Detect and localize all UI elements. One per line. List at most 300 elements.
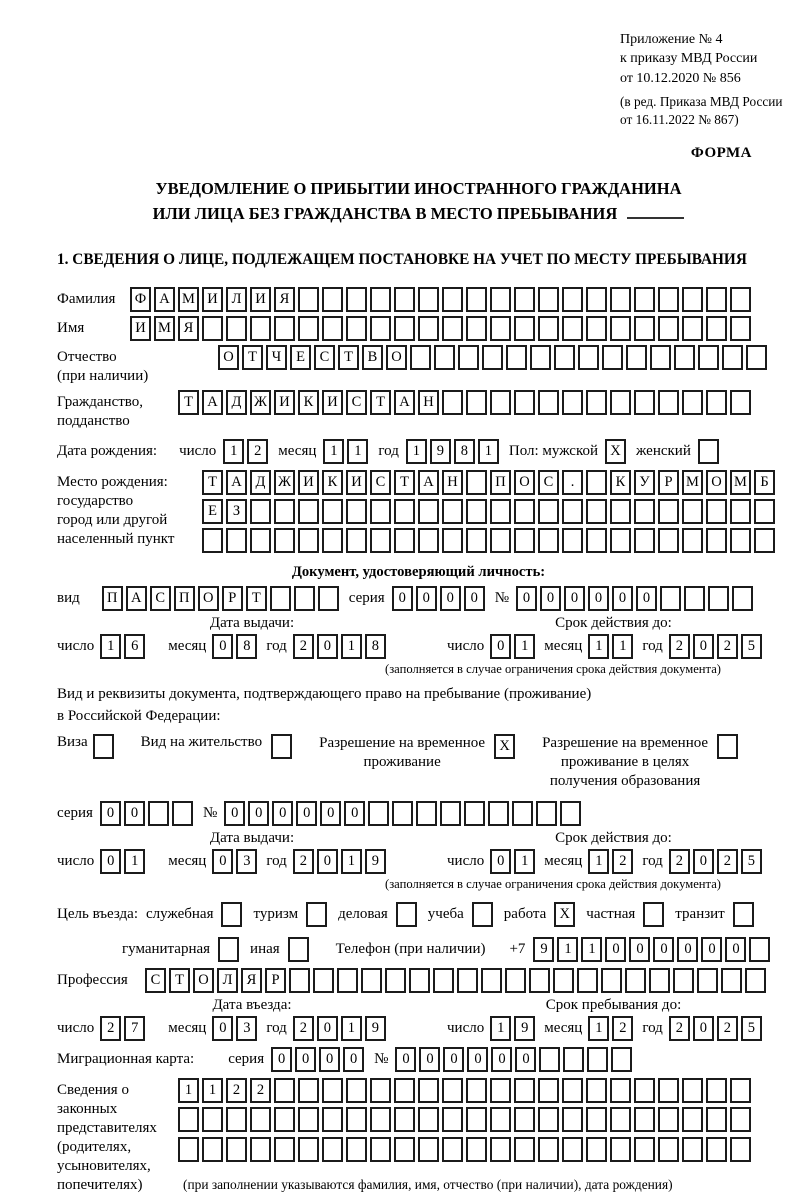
char-box[interactable] — [442, 1137, 463, 1162]
char-box[interactable]: 0 — [516, 586, 537, 611]
char-box[interactable] — [322, 1078, 343, 1103]
resdoc-valid-year-boxes[interactable] — [669, 849, 765, 874]
resdoc-valid-month-boxes[interactable] — [588, 849, 636, 874]
char-box[interactable] — [562, 316, 583, 341]
char-box[interactable] — [563, 1047, 584, 1072]
char-box[interactable]: 0 — [419, 1047, 440, 1072]
iddoc-kind-boxes[interactable] — [102, 586, 342, 611]
iddoc-issue-month-boxes[interactable] — [212, 634, 260, 659]
char-box[interactable] — [346, 1107, 367, 1132]
char-box[interactable] — [289, 968, 310, 993]
char-box[interactable]: А — [394, 390, 415, 415]
char-box[interactable]: 0 — [491, 1047, 512, 1072]
char-box[interactable] — [490, 1078, 511, 1103]
purpose-other-checkbox[interactable] — [288, 937, 312, 962]
char-box[interactable]: Д — [226, 390, 247, 415]
surname-boxes[interactable] — [130, 287, 754, 312]
purpose-private-checkbox[interactable] — [643, 902, 667, 927]
char-box[interactable] — [538, 287, 559, 312]
char-box[interactable] — [271, 734, 292, 759]
char-box[interactable] — [586, 1078, 607, 1103]
char-box[interactable] — [538, 390, 559, 415]
char-box[interactable]: П — [490, 470, 511, 495]
char-box[interactable]: 2 — [669, 634, 690, 659]
char-box[interactable]: 5 — [741, 1016, 762, 1041]
char-box[interactable] — [610, 1078, 631, 1103]
char-box[interactable]: 1 — [178, 1078, 199, 1103]
char-box[interactable] — [270, 586, 291, 611]
char-box[interactable] — [178, 1137, 199, 1162]
char-box[interactable]: 0 — [693, 1016, 714, 1041]
sex-female-checkbox[interactable] — [698, 439, 722, 464]
char-box[interactable]: О — [218, 345, 239, 370]
char-box[interactable] — [682, 316, 703, 341]
char-box[interactable] — [322, 528, 343, 553]
char-box[interactable] — [530, 345, 551, 370]
char-box[interactable] — [322, 1137, 343, 1162]
char-box[interactable] — [394, 1107, 415, 1132]
char-box[interactable]: Т — [169, 968, 190, 993]
char-box[interactable]: 3 — [236, 849, 257, 874]
char-box[interactable] — [634, 390, 655, 415]
char-box[interactable] — [658, 316, 679, 341]
char-box[interactable] — [298, 1107, 319, 1132]
char-box[interactable] — [634, 528, 655, 553]
char-box[interactable]: 0 — [343, 1047, 364, 1072]
char-box[interactable] — [368, 801, 389, 826]
char-box[interactable] — [610, 1107, 631, 1132]
char-box[interactable]: 8 — [236, 634, 257, 659]
char-box[interactable] — [346, 499, 367, 524]
birthplace-boxes-row3[interactable] — [202, 528, 778, 553]
char-box[interactable] — [514, 316, 535, 341]
profession-boxes[interactable] — [145, 968, 769, 993]
char-box[interactable]: А — [202, 390, 223, 415]
char-box[interactable]: Н — [418, 390, 439, 415]
char-box[interactable] — [148, 801, 169, 826]
char-box[interactable]: Л — [226, 287, 247, 312]
char-box[interactable] — [658, 287, 679, 312]
char-box[interactable] — [730, 1107, 751, 1132]
char-box[interactable] — [706, 316, 727, 341]
phone-digit-boxes[interactable] — [533, 937, 773, 962]
char-box[interactable]: К — [322, 470, 343, 495]
char-box[interactable]: 0 — [443, 1047, 464, 1072]
char-box[interactable] — [674, 345, 695, 370]
char-box[interactable] — [385, 968, 406, 993]
char-box[interactable] — [418, 499, 439, 524]
char-box[interactable]: X — [605, 439, 626, 464]
char-box[interactable] — [274, 528, 295, 553]
temp-residence-edu-checkbox[interactable] — [717, 734, 741, 759]
birth-month-boxes[interactable] — [323, 439, 371, 464]
char-box[interactable] — [562, 1107, 583, 1132]
char-box[interactable]: Т — [370, 390, 391, 415]
char-box[interactable]: Е — [290, 345, 311, 370]
char-box[interactable] — [514, 390, 535, 415]
char-box[interactable]: 1 — [581, 937, 602, 962]
char-box[interactable] — [481, 968, 502, 993]
char-box[interactable] — [658, 1078, 679, 1103]
char-box[interactable]: 9 — [514, 1016, 535, 1041]
char-box[interactable]: 0 — [344, 801, 365, 826]
char-box[interactable] — [346, 1137, 367, 1162]
char-box[interactable]: З — [226, 499, 247, 524]
char-box[interactable] — [490, 390, 511, 415]
char-box[interactable]: О — [198, 586, 219, 611]
char-box[interactable]: 6 — [124, 634, 145, 659]
char-box[interactable] — [586, 316, 607, 341]
char-box[interactable] — [337, 968, 358, 993]
char-box[interactable]: А — [226, 470, 247, 495]
char-box[interactable]: 1 — [514, 634, 535, 659]
char-box[interactable]: 1 — [323, 439, 344, 464]
char-box[interactable] — [754, 499, 775, 524]
purpose-tourism-checkbox[interactable] — [306, 902, 330, 927]
char-box[interactable] — [684, 586, 705, 611]
char-box[interactable] — [658, 528, 679, 553]
char-box[interactable] — [298, 499, 319, 524]
char-box[interactable] — [370, 1078, 391, 1103]
resdoc-issue-month-boxes[interactable] — [212, 849, 260, 874]
char-box[interactable]: 0 — [248, 801, 269, 826]
birthplace-boxes-row2[interactable] — [202, 499, 778, 524]
char-box[interactable] — [418, 528, 439, 553]
char-box[interactable] — [610, 528, 631, 553]
char-box[interactable]: О — [706, 470, 727, 495]
char-box[interactable] — [322, 316, 343, 341]
entry-day-boxes[interactable] — [100, 1016, 148, 1041]
patronymic-boxes[interactable] — [218, 345, 770, 370]
char-box[interactable] — [418, 1078, 439, 1103]
char-box[interactable] — [250, 528, 271, 553]
char-box[interactable] — [538, 1137, 559, 1162]
char-box[interactable]: 0 — [588, 586, 609, 611]
char-box[interactable]: X — [494, 734, 515, 759]
char-box[interactable] — [643, 902, 664, 927]
char-box[interactable] — [370, 1137, 391, 1162]
purpose-study-checkbox[interactable] — [472, 902, 496, 927]
char-box[interactable] — [410, 345, 431, 370]
char-box[interactable] — [749, 937, 770, 962]
char-box[interactable]: 1 — [478, 439, 499, 464]
char-box[interactable] — [514, 499, 535, 524]
char-box[interactable] — [250, 316, 271, 341]
char-box[interactable] — [472, 902, 493, 927]
char-box[interactable]: О — [386, 345, 407, 370]
iddoc-valid-day-boxes[interactable] — [490, 634, 538, 659]
char-box[interactable]: 0 — [395, 1047, 416, 1072]
char-box[interactable] — [698, 345, 719, 370]
char-box[interactable]: И — [322, 390, 343, 415]
char-box[interactable]: Р — [265, 968, 286, 993]
char-box[interactable] — [730, 499, 751, 524]
purpose-work-checkbox[interactable] — [554, 902, 578, 927]
char-box[interactable]: 2 — [250, 1078, 271, 1103]
char-box[interactable] — [650, 345, 671, 370]
char-box[interactable] — [250, 1137, 271, 1162]
char-box[interactable]: Р — [222, 586, 243, 611]
char-box[interactable] — [587, 1047, 608, 1072]
char-box[interactable] — [490, 499, 511, 524]
char-box[interactable] — [442, 287, 463, 312]
char-box[interactable] — [440, 801, 461, 826]
char-box[interactable]: 2 — [247, 439, 268, 464]
char-box[interactable] — [626, 345, 647, 370]
stay-day-boxes[interactable] — [490, 1016, 538, 1041]
char-box[interactable] — [634, 1078, 655, 1103]
char-box[interactable]: С — [314, 345, 335, 370]
char-box[interactable] — [418, 316, 439, 341]
char-box[interactable]: 0 — [693, 849, 714, 874]
char-box[interactable]: Т — [394, 470, 415, 495]
iddoc-issue-year-boxes[interactable] — [293, 634, 389, 659]
char-box[interactable]: 0 — [319, 1047, 340, 1072]
char-box[interactable] — [730, 528, 751, 553]
char-box[interactable] — [482, 345, 503, 370]
char-box[interactable]: С — [145, 968, 166, 993]
char-box[interactable] — [697, 968, 718, 993]
char-box[interactable] — [538, 1078, 559, 1103]
char-box[interactable] — [298, 528, 319, 553]
char-box[interactable]: 1 — [124, 849, 145, 874]
char-box[interactable] — [730, 390, 751, 415]
char-box[interactable]: 0 — [467, 1047, 488, 1072]
char-box[interactable] — [394, 1137, 415, 1162]
char-box[interactable]: 0 — [605, 937, 626, 962]
char-box[interactable]: М — [682, 470, 703, 495]
purpose-humanitarian-checkbox[interactable] — [218, 937, 242, 962]
char-box[interactable]: 0 — [392, 586, 413, 611]
char-box[interactable]: 0 — [629, 937, 650, 962]
char-box[interactable]: 1 — [223, 439, 244, 464]
char-box[interactable] — [625, 968, 646, 993]
char-box[interactable] — [306, 902, 327, 927]
char-box[interactable]: 7 — [124, 1016, 145, 1041]
char-box[interactable]: Д — [250, 470, 271, 495]
char-box[interactable]: 0 — [295, 1047, 316, 1072]
char-box[interactable]: 1 — [588, 849, 609, 874]
char-box[interactable] — [745, 968, 766, 993]
iddoc-valid-year-boxes[interactable] — [669, 634, 765, 659]
char-box[interactable]: 0 — [317, 1016, 338, 1041]
char-box[interactable] — [298, 1078, 319, 1103]
char-box[interactable]: И — [346, 470, 367, 495]
char-box[interactable]: 2 — [226, 1078, 247, 1103]
char-box[interactable]: 8 — [454, 439, 475, 464]
char-box[interactable] — [394, 528, 415, 553]
char-box[interactable] — [708, 586, 729, 611]
char-box[interactable]: 0 — [725, 937, 746, 962]
stay-year-boxes[interactable] — [669, 1016, 765, 1041]
char-box[interactable]: Ж — [274, 470, 295, 495]
char-box[interactable]: 1 — [341, 849, 362, 874]
char-box[interactable] — [409, 968, 430, 993]
char-box[interactable]: Ж — [250, 390, 271, 415]
char-box[interactable] — [610, 287, 631, 312]
char-box[interactable]: Е — [202, 499, 223, 524]
char-box[interactable]: 0 — [320, 801, 341, 826]
char-box[interactable]: 1 — [588, 634, 609, 659]
char-box[interactable] — [512, 801, 533, 826]
char-box[interactable] — [466, 1137, 487, 1162]
char-box[interactable]: Я — [178, 316, 199, 341]
char-box[interactable]: 2 — [293, 1016, 314, 1041]
char-box[interactable] — [514, 1137, 535, 1162]
iddoc-number-boxes[interactable] — [516, 586, 756, 611]
char-box[interactable] — [250, 1107, 271, 1132]
char-box[interactable]: 0 — [212, 1016, 233, 1041]
char-box[interactable]: С — [538, 470, 559, 495]
char-box[interactable] — [578, 345, 599, 370]
char-box[interactable] — [562, 390, 583, 415]
char-box[interactable] — [733, 902, 754, 927]
char-box[interactable] — [586, 1107, 607, 1132]
char-box[interactable]: 1 — [612, 634, 633, 659]
char-box[interactable] — [754, 528, 775, 553]
char-box[interactable]: Р — [658, 470, 679, 495]
char-box[interactable]: 0 — [701, 937, 722, 962]
char-box[interactable]: М — [154, 316, 175, 341]
char-box[interactable]: Я — [241, 968, 262, 993]
char-box[interactable] — [682, 1137, 703, 1162]
char-box[interactable] — [634, 1107, 655, 1132]
char-box[interactable] — [562, 1078, 583, 1103]
char-box[interactable]: Б — [754, 470, 775, 495]
char-box[interactable] — [706, 499, 727, 524]
char-box[interactable]: 1 — [341, 1016, 362, 1041]
resdoc-series-boxes[interactable] — [100, 801, 196, 826]
char-box[interactable] — [577, 968, 598, 993]
char-box[interactable] — [442, 390, 463, 415]
char-box[interactable] — [634, 499, 655, 524]
char-box[interactable]: 0 — [464, 586, 485, 611]
char-box[interactable] — [418, 1137, 439, 1162]
char-box[interactable]: 3 — [236, 1016, 257, 1041]
char-box[interactable] — [553, 968, 574, 993]
char-box[interactable] — [370, 316, 391, 341]
char-box[interactable] — [202, 1107, 223, 1132]
char-box[interactable] — [418, 287, 439, 312]
char-box[interactable] — [538, 499, 559, 524]
guardians-boxes-row1[interactable] — [178, 1078, 754, 1103]
char-box[interactable] — [442, 528, 463, 553]
char-box[interactable] — [346, 528, 367, 553]
char-box[interactable]: 5 — [741, 634, 762, 659]
char-box[interactable] — [514, 1078, 535, 1103]
char-box[interactable] — [394, 316, 415, 341]
char-box[interactable] — [673, 968, 694, 993]
char-box[interactable]: С — [346, 390, 367, 415]
char-box[interactable] — [274, 1078, 295, 1103]
char-box[interactable] — [457, 968, 478, 993]
char-box[interactable]: 9 — [365, 849, 386, 874]
char-box[interactable] — [562, 528, 583, 553]
char-box[interactable] — [658, 499, 679, 524]
char-box[interactable] — [313, 968, 334, 993]
char-box[interactable] — [370, 499, 391, 524]
char-box[interactable] — [218, 937, 239, 962]
char-box[interactable] — [746, 345, 767, 370]
char-box[interactable] — [298, 1137, 319, 1162]
char-box[interactable] — [730, 1137, 751, 1162]
char-box[interactable] — [706, 1137, 727, 1162]
char-box[interactable] — [601, 968, 622, 993]
char-box[interactable] — [322, 1107, 343, 1132]
char-box[interactable]: Т — [242, 345, 263, 370]
char-box[interactable] — [392, 801, 413, 826]
char-box[interactable] — [361, 968, 382, 993]
char-box[interactable] — [634, 1137, 655, 1162]
char-box[interactable] — [274, 499, 295, 524]
char-box[interactable] — [610, 1137, 631, 1162]
iddoc-series-boxes[interactable] — [392, 586, 488, 611]
birth-day-boxes[interactable] — [223, 439, 271, 464]
char-box[interactable] — [226, 316, 247, 341]
temp-residence-checkbox[interactable] — [494, 734, 518, 759]
char-box[interactable] — [346, 1078, 367, 1103]
char-box[interactable]: 2 — [669, 849, 690, 874]
char-box[interactable]: А — [126, 586, 147, 611]
char-box[interactable] — [682, 1078, 703, 1103]
char-box[interactable]: М — [730, 470, 751, 495]
char-box[interactable] — [634, 316, 655, 341]
char-box[interactable]: 0 — [212, 849, 233, 874]
iddoc-issue-day-boxes[interactable] — [100, 634, 148, 659]
char-box[interactable]: 1 — [202, 1078, 223, 1103]
char-box[interactable]: 0 — [317, 849, 338, 874]
char-box[interactable] — [706, 1107, 727, 1132]
firstname-boxes[interactable] — [130, 316, 754, 341]
char-box[interactable] — [394, 499, 415, 524]
char-box[interactable] — [649, 968, 670, 993]
char-box[interactable]: Ф — [130, 287, 151, 312]
purpose-business-checkbox[interactable] — [396, 902, 420, 927]
char-box[interactable]: 0 — [100, 801, 121, 826]
char-box[interactable] — [490, 1107, 511, 1132]
char-box[interactable] — [611, 1047, 632, 1072]
char-box[interactable]: 2 — [669, 1016, 690, 1041]
char-box[interactable]: Я — [274, 287, 295, 312]
char-box[interactable] — [202, 316, 223, 341]
char-box[interactable] — [490, 316, 511, 341]
char-box[interactable] — [730, 316, 751, 341]
char-box[interactable] — [178, 1107, 199, 1132]
char-box[interactable]: 2 — [717, 634, 738, 659]
char-box[interactable] — [506, 345, 527, 370]
char-box[interactable] — [698, 439, 719, 464]
char-box[interactable] — [538, 1107, 559, 1132]
char-box[interactable]: 0 — [317, 634, 338, 659]
char-box[interactable]: 0 — [540, 586, 561, 611]
char-box[interactable] — [610, 390, 631, 415]
char-box[interactable]: 0 — [124, 801, 145, 826]
char-box[interactable] — [226, 1107, 247, 1132]
char-box[interactable]: . — [562, 470, 583, 495]
char-box[interactable]: 0 — [653, 937, 674, 962]
char-box[interactable] — [442, 1107, 463, 1132]
char-box[interactable] — [562, 499, 583, 524]
char-box[interactable]: Ч — [266, 345, 287, 370]
char-box[interactable]: 1 — [406, 439, 427, 464]
char-box[interactable] — [458, 345, 479, 370]
char-box[interactable] — [226, 528, 247, 553]
char-box[interactable]: 1 — [514, 849, 535, 874]
char-box[interactable] — [346, 287, 367, 312]
char-box[interactable] — [318, 586, 339, 611]
char-box[interactable]: О — [514, 470, 535, 495]
purpose-official-checkbox[interactable] — [221, 902, 245, 927]
